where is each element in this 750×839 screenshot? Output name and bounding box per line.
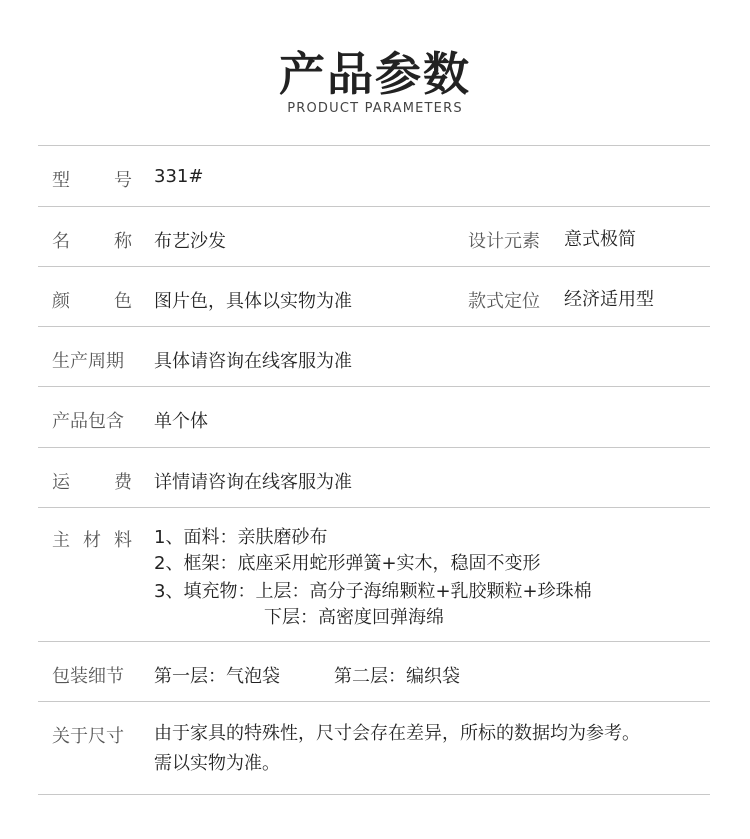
page-title: 产品参数 — [279, 47, 471, 101]
material-list — [154, 525, 592, 629]
row-production-cycle — [38, 327, 710, 386]
row-value: 331# — [154, 166, 204, 187]
page-subtitle: PRODUCT PARAMETERS — [287, 101, 463, 116]
size-note-line: 由于家具的特殊性，尺寸会存在差异，所标的数据均为参考。 — [154, 723, 640, 744]
row-material — [38, 508, 710, 641]
material-line: 3、填充物：上层：高分子海绵颗粒+乳胶颗粒+珍珠棉 — [154, 581, 592, 602]
row-label-secondary: 款式定位 — [468, 291, 540, 312]
row-label-secondary: 设计元素 — [468, 231, 540, 252]
parameter-table — [38, 145, 710, 795]
material-line: 2、框架：底座采用蛇形弹簧+实木，稳固不变形 — [154, 553, 541, 574]
row-label: 产品包含 — [52, 411, 124, 432]
row-model — [38, 146, 710, 206]
size-note — [154, 719, 640, 779]
row-value-secondary: 经济适用型 — [564, 289, 654, 310]
row-label: 名 称 — [52, 231, 132, 252]
row-value: 第一层：气泡袋 — [154, 666, 280, 687]
row-package-contents — [38, 387, 710, 447]
row-label: 关于尺寸 — [52, 726, 124, 747]
size-note-line: 需以实物为准。 — [154, 753, 280, 774]
row-shipping — [38, 448, 710, 507]
row-value: 单个体 — [154, 411, 208, 432]
row-name — [38, 207, 710, 266]
row-value-secondary: 第二层：编织袋 — [334, 666, 460, 687]
row-label: 型 号 — [52, 170, 132, 191]
row-size — [38, 702, 710, 794]
row-value-secondary: 意式极简 — [564, 229, 636, 250]
row-value: 具体请咨询在线客服为准 — [154, 351, 352, 372]
row-value: 详情请咨询在线客服为准 — [154, 472, 352, 493]
row-label: 主 材 料 — [52, 530, 132, 551]
row-label: 颜 色 — [52, 291, 132, 312]
row-label: 生产周期 — [52, 351, 124, 372]
row-color — [38, 267, 710, 326]
row-value: 图片色，具体以实物为准 — [154, 291, 352, 312]
row-value: 布艺沙发 — [154, 231, 226, 252]
divider — [38, 794, 710, 795]
material-line: 下层：高密度回弹海绵 — [264, 607, 444, 628]
row-packing — [38, 642, 710, 701]
material-line: 1、面料：亲肤磨砂布 — [154, 527, 328, 548]
row-label: 包装细节 — [52, 666, 124, 687]
row-label: 运 费 — [52, 472, 132, 493]
